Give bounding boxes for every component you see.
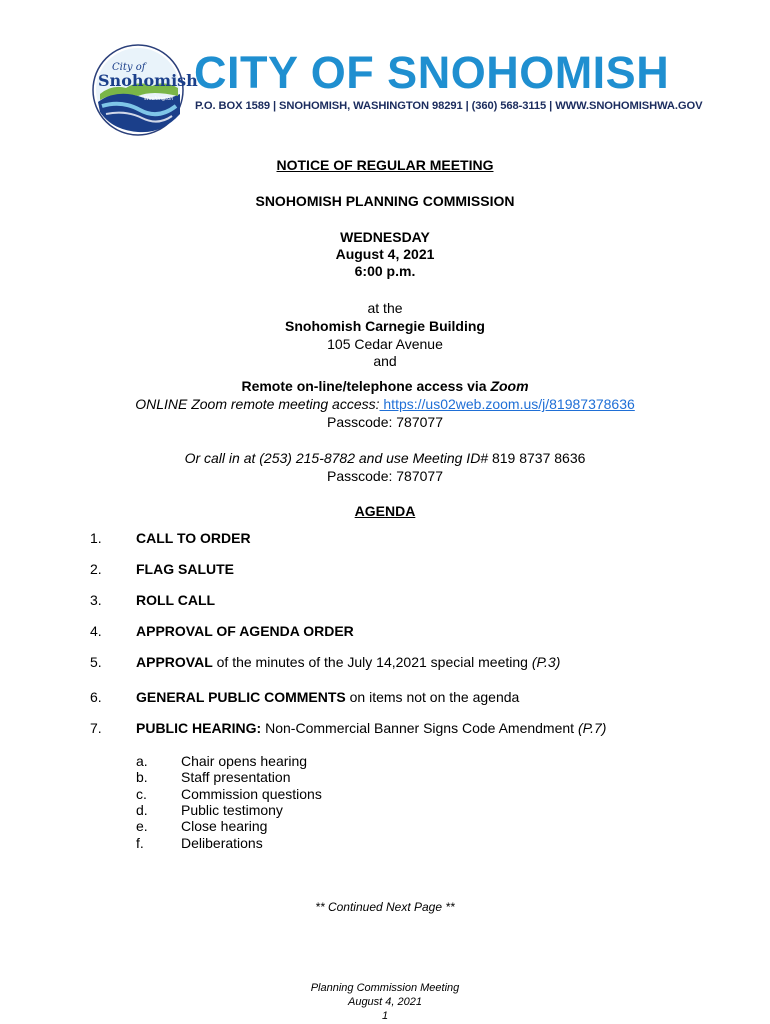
venue-name: Snohomish Carnegie Building xyxy=(285,318,485,334)
agenda-item-title: FLAG SALUTE xyxy=(136,561,234,577)
org-contact-line: P.O. BOX 1589 | SNOHOMISH, WASHINGTON 98291 | (360) 568-3115 | WWW.SNOHOMISHWA.GOV xyxy=(195,100,703,112)
continued-note: ** Continued Next Page ** xyxy=(315,900,455,914)
agenda-item-title: CALL TO ORDER xyxy=(136,530,251,546)
agenda-item-text xyxy=(136,654,560,671)
agenda-item-text xyxy=(136,530,251,547)
agenda-item-detail: on items not on the agenda xyxy=(345,689,520,705)
agenda-item-detail: Non-Commercial Banner Signs Code Amendment xyxy=(261,720,578,736)
agenda-item-text xyxy=(136,561,234,578)
hearing-step-letter: a. xyxy=(136,753,148,769)
hearing-step-letter: e. xyxy=(136,818,148,835)
zoom-meeting-link[interactable]: https://us02web.zoom.us/j/81987378636 xyxy=(379,396,635,412)
meeting-day: WEDNESDAY xyxy=(340,229,430,245)
agenda-item-number: 2. xyxy=(90,561,102,577)
remote-access-prefix: Remote on-line/telephone access via xyxy=(241,378,491,394)
hearing-step-text: Commission questions xyxy=(181,785,322,802)
commission-name: SNOHOMISH PLANNING COMMISSION xyxy=(255,193,515,209)
agenda-item-title: GENERAL PUBLIC COMMENTS xyxy=(136,689,346,705)
footer-page-number: 1 xyxy=(381,1010,389,1022)
agenda-item-title: ROLL CALL xyxy=(136,592,216,608)
remote-access-line xyxy=(0,378,770,395)
logo-text-sub: Washington xyxy=(144,96,174,102)
meeting-id: 819 8737 8636 xyxy=(488,450,586,466)
agenda-item-title: PUBLIC HEARING: xyxy=(136,720,262,736)
online-access-line xyxy=(0,396,770,413)
hearing-step-text: Deliberations xyxy=(181,834,263,851)
and-text: and xyxy=(373,353,397,369)
agenda-item-title: APPROVAL xyxy=(136,654,213,670)
footer-date: August 4, 2021 xyxy=(347,996,422,1008)
hearing-step-letter: c. xyxy=(136,785,147,802)
agenda-heading: AGENDA xyxy=(354,503,416,519)
call-in-text: Or call in at (253) 215-8782 and use Meeting ID# xyxy=(184,450,489,466)
hearing-step-letter: b. xyxy=(136,769,148,786)
at-the-text: at the xyxy=(367,300,403,316)
hearing-step-letter: d. xyxy=(136,801,148,818)
hearing-step-text: Chair opens hearing xyxy=(181,753,308,769)
hearing-step-text: Public testimony xyxy=(181,801,283,818)
logo-text-main: Snohomish xyxy=(98,71,198,90)
call-in-line xyxy=(0,450,770,467)
agenda-item-page-ref: (P.3) xyxy=(531,654,561,670)
agenda-item-number: 7. xyxy=(90,720,102,736)
agenda-item-detail: of the minutes of the July 14,2021 special meeting xyxy=(212,654,532,670)
agenda-item-text xyxy=(136,689,519,706)
meeting-date: August 4, 2021 xyxy=(335,246,435,262)
agenda-item-number: 6. xyxy=(90,689,102,705)
agenda-item-number: 5. xyxy=(90,654,102,670)
agenda-item-text xyxy=(136,623,354,640)
remote-access-zoom: Zoom xyxy=(490,378,529,394)
meeting-time: 6:00 p.m. xyxy=(354,263,416,279)
agenda-item-text xyxy=(136,720,606,737)
agenda-item-number: 4. xyxy=(90,623,102,639)
notice-title: NOTICE OF REGULAR MEETING xyxy=(276,157,494,173)
agenda-item-title: APPROVAL OF AGENDA ORDER xyxy=(136,623,354,639)
agenda-item-text xyxy=(136,592,215,609)
hearing-step-letter: f. xyxy=(136,834,144,851)
hearing-step-text: Staff presentation xyxy=(181,769,291,786)
hearing-step-text: Close hearing xyxy=(181,818,268,835)
agenda-item-page-ref: (P.7) xyxy=(577,720,607,736)
org-name: CITY OF SNOHOMISH xyxy=(194,47,670,98)
passcode-phone: Passcode: 787077 xyxy=(327,468,443,484)
agenda-item-number: 3. xyxy=(90,592,102,608)
logo-text-top: City of xyxy=(112,62,146,73)
agenda-item-number: 1. xyxy=(90,530,102,546)
passcode-online: Passcode: 787077 xyxy=(327,414,443,430)
city-seal-logo xyxy=(92,44,198,136)
page-footer xyxy=(0,981,770,1023)
venue-address: 105 Cedar Avenue xyxy=(327,336,443,352)
footer-title: Planning Commission Meeting xyxy=(310,982,460,994)
online-access-label: ONLINE Zoom remote meeting access: xyxy=(135,396,380,412)
